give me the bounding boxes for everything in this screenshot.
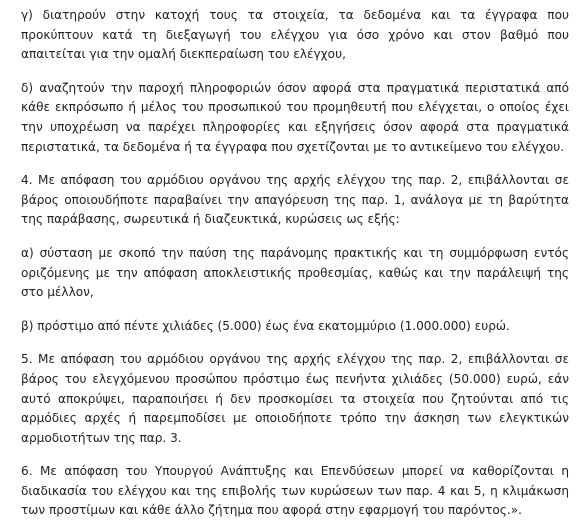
paragraph-5-obstruction-fine: 5. Με απόφαση του αρμόδιου οργάνου της αρχής ελέγχου της παρ. 2, επιβάλλονται σε βάρος του ελεγχόμενου προσώπου πρόστιμο έως πενήντα χιλιάδες (50.000) ευρώ, εάν αυτό αποκρύψει, παραποιήσει ή δεν προσκομίσει τα στοιχεία που ζητούνται από τις αρμόδιες αρχές ή παρεμποδίσει με οποιοδήποτε τρόπο την άσκηση των ελεγκτικών αρμοδιοτήτων της παρ. 3. <box>21 352 569 445</box>
paragraph-4-sanctions: 4. Με απόφαση του αρμόδιου οργάνου της αρχής ελέγχου της παρ. 2, επιβάλλονται σε βάρος οποιουδήποτε παραβαίνει την απαγόρευση της παρ. 1, ανάλογα με τη βαρύτητα της παράβασης, σωρευτικά ή διαζευκτικά, κυρώσεις ως εξής: <box>21 173 569 227</box>
paragraph-6-ministerial-decision: 6. Με απόφαση του Υπουργού Ανάπτυξης και Επενδύσεων μπορεί να καθορίζονται η διαδικασία του ελέγχου και της επιβολής των κυρώσεων των παρ. 4 και 5, η κλιμάκωση των προστίμων και κάθε άλλο ζήτημα που αφορά στην εφαρμογή του παρόντος.». <box>21 464 569 518</box>
paragraph-a-recommendation: α) σύσταση με σκοπό την παύση της παράνομης πρακτικής και τη συμμόρφωση εντός οριζόμενης με την απόφαση αποκλειστικής προθεσμίας, καθώς και την παράλειψή της στο μέλλον, <box>21 245 569 300</box>
document-body <box>21 6 569 521</box>
paragraph-g-retain-data: γ) διατηρούν στην κατοχή τους τα στοιχεία, τα δεδομένα και τα έγγραφα που προκύπτουν κατά τη διεξαγωγή του ελέγχου για όσο χρόνο και στον βαθμό που απαιτείται για την ομαλή διεκπεραίωση του ελέγχου, <box>21 8 569 62</box>
paragraph-d-request-information: δ) αναζητούν την παροχή πληροφοριών όσον αφορά στα πραγματικά περιστατικά από κάθε εκπρόσωπο ή μέλος του προσωπικού του προμηθευτή που ελέγχεται, ο οποίος έχει την υποχρέωση να παρέχει πληροφορίες και εξηγήσεις όσον αφορά στα πραγματικά περιστατικά, τα δεδομένα ή τα έγγραφα που σχετίζονται με το αντικείμενο του ελέγχου. <box>21 80 569 154</box>
paragraph-b-fine: β) πρόστιμο από πέντε χιλιάδες (5.000) έως ένα εκατομμύριο (1.000.000) ευρώ. <box>21 318 510 333</box>
